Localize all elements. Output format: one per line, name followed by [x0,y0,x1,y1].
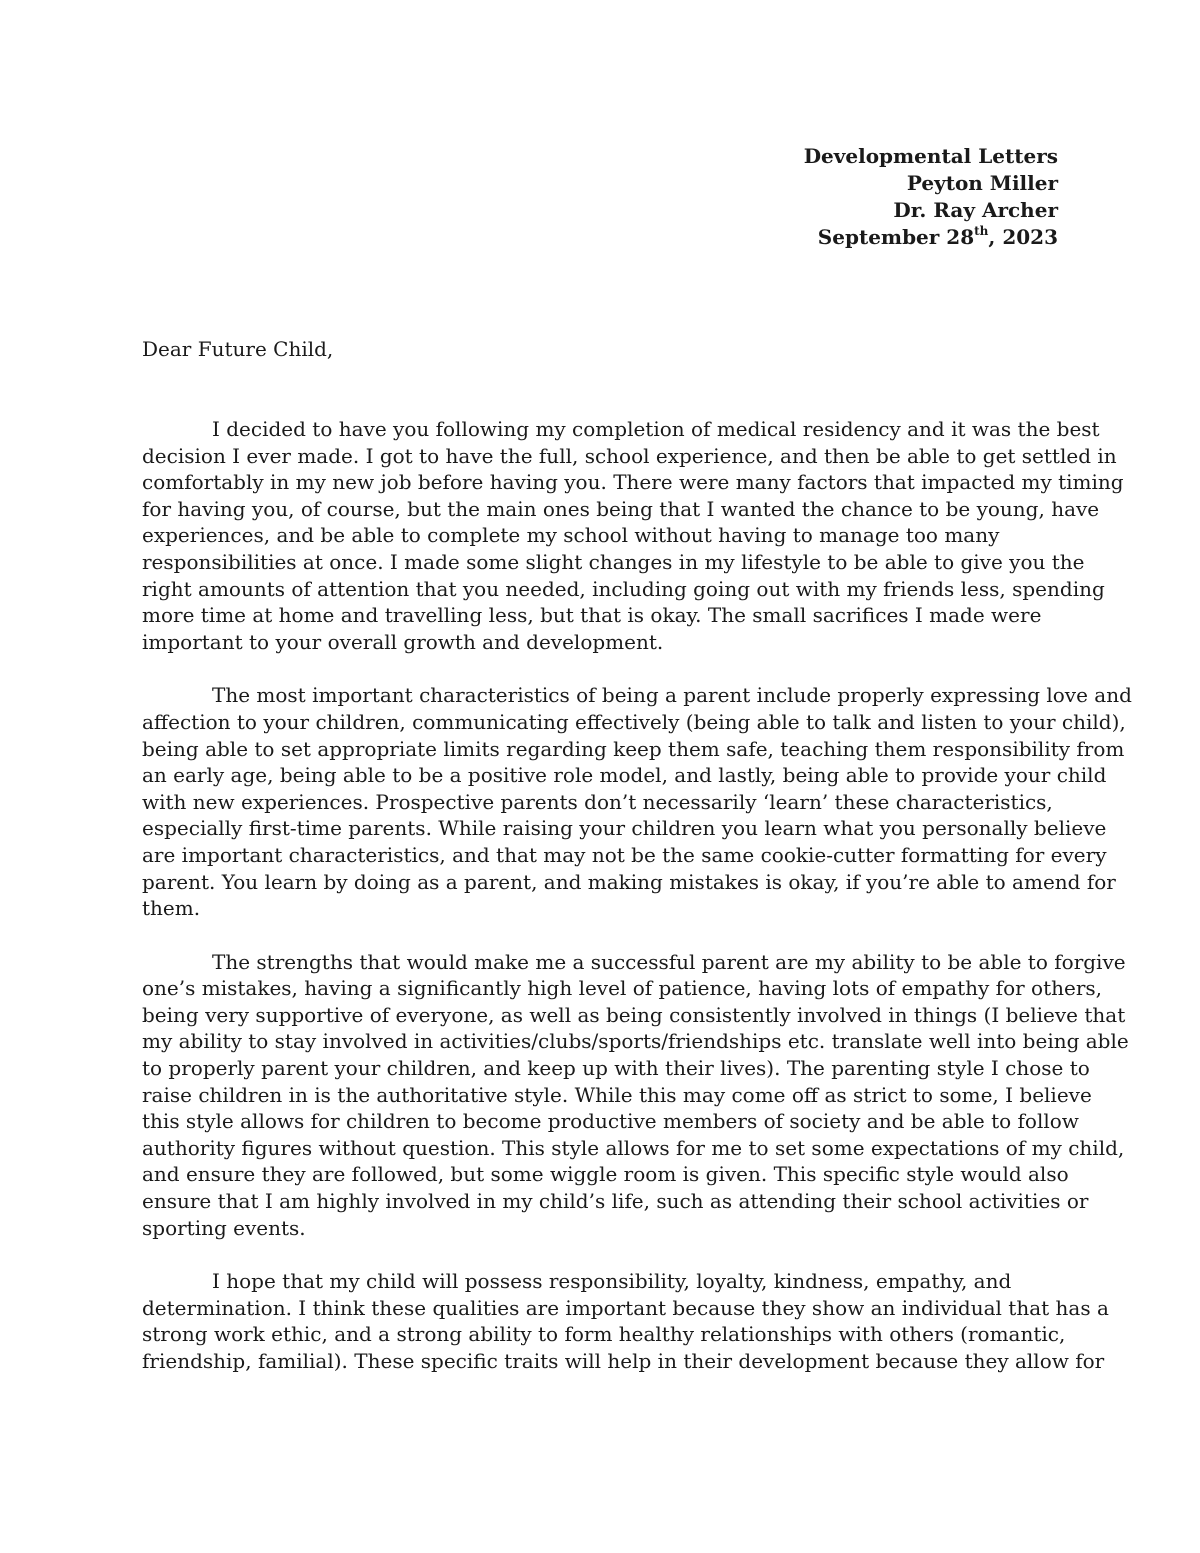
letter-body [142,416,1132,1402]
paragraph-characteristics [142,682,1132,921]
paragraph-line: authority figures without question. This style allows for me to set some expectations of my child, [142,1135,1125,1160]
course-title: Developmental Letters [803,144,1058,168]
paragraph-line: being able to set appropriate limits regarding keep them safe, teaching them responsibility from [142,736,1125,761]
paragraph-line: more time at home and travelling less, but that is okay. The small sacrifices I made were [142,603,1042,628]
paragraph-line: this style allows for children to become productive members of society and be able to follow [142,1109,1079,1134]
paragraph-line: The strengths that would make me a successful parent are my ability to be able to forgive [212,949,1126,974]
paragraph-line: right amounts of attention that you needed, including going out with my friends less, spending [142,576,1105,601]
paragraph-line: ensure that I am highly involved in my child’s life, such as attending their school activities or [142,1189,1089,1214]
paragraph-line: friendship, familial). These specific traits will help in their development because they allow for [142,1349,1105,1373]
paragraph-strengths [142,949,1129,1242]
document-header [804,143,1058,251]
paragraph-line: and ensure they are followed, but some wiggle room is given. This specific style would also [142,1162,1069,1187]
paragraph-line: an early age, being able to be a positive role model, and lastly, being able to provide your child [142,763,1107,788]
paragraph-line: sporting events. [142,1215,306,1240]
paragraph-line: important to your overall growth and development. [142,629,664,654]
paragraph-line: my ability to stay involved in activities/clubs/sports/friendships etc. translate well into being able [142,1029,1129,1054]
date-ordinal-suffix: th [974,224,989,239]
paragraph-line: The most important characteristics of being a parent include properly expressing love and [212,683,1132,708]
paragraph-line: parent. You learn by doing as a parent, and making mistakes is okay, if you’re able to amend for [142,869,1116,894]
paragraph-line: strong work ethic, and a strong ability to form healthy relationships with others (romantic, [142,1322,1066,1347]
date-year: , 2023 [988,225,1058,249]
paragraph-line: I decided to have you following my completion of medical residency and it was the best [212,417,1100,441]
paragraph-timing [142,416,1124,655]
paragraph-line: to properly parent your children, and keep up with their lives). The parenting style I chose to [142,1056,1090,1081]
paragraph-line: determination. I think these qualities are important because they show an individual that has a [142,1295,1109,1320]
document-date [804,224,1058,251]
paragraph-line: with new experiences. Prospective parents don’t necessarily ‘learn’ these characteristics, [142,789,1053,814]
student-name: Peyton Miller [906,171,1058,195]
paragraph-line: being very supportive of everyone, as well as being consistently involved in things (I believe that [142,1002,1126,1027]
salutation: Dear Future Child, [142,337,334,361]
paragraph-line: experiences, and be able to complete my school without having to manage too many [142,523,1000,548]
paragraph-line: for having you, of course, but the main ones being that I wanted the chance to be young, have [142,496,1100,521]
instructor-name: Dr. Ray Archer [893,198,1058,222]
paragraph-line: responsibilities at once. I made some slight changes in my lifestyle to be able to give you the [142,549,1085,574]
paragraph-line: are important characteristics, and that may not be the same cookie-cutter formatting for every [142,842,1107,867]
paragraph-line: one’s mistakes, having a significantly high level of patience, having lots of empathy for others, [142,976,1102,1001]
paragraph-line: them. [142,896,201,921]
paragraph-line: decision I ever made. I got to have the full, school experience, and then be able to get settled in [142,443,1117,468]
paragraph-line: I hope that my child will possess responsibility, loyalty, kindness, empathy, and [212,1269,1012,1294]
paragraph-line: comfortably in my new job before having you. There were many factors that impacted my timing [142,470,1124,495]
paragraph-line: raise children in is the authoritative style. While this may come off as strict to some, I believe [142,1082,1092,1107]
date-month-day: September 28 [817,225,975,249]
paragraph-qualities [142,1268,1109,1374]
paragraph-line: affection to your children, communicating effectively (being able to talk and listen to your child), [142,709,1126,734]
paragraph-line: especially first-time parents. While raising your children you learn what you personally believe [142,816,1107,841]
